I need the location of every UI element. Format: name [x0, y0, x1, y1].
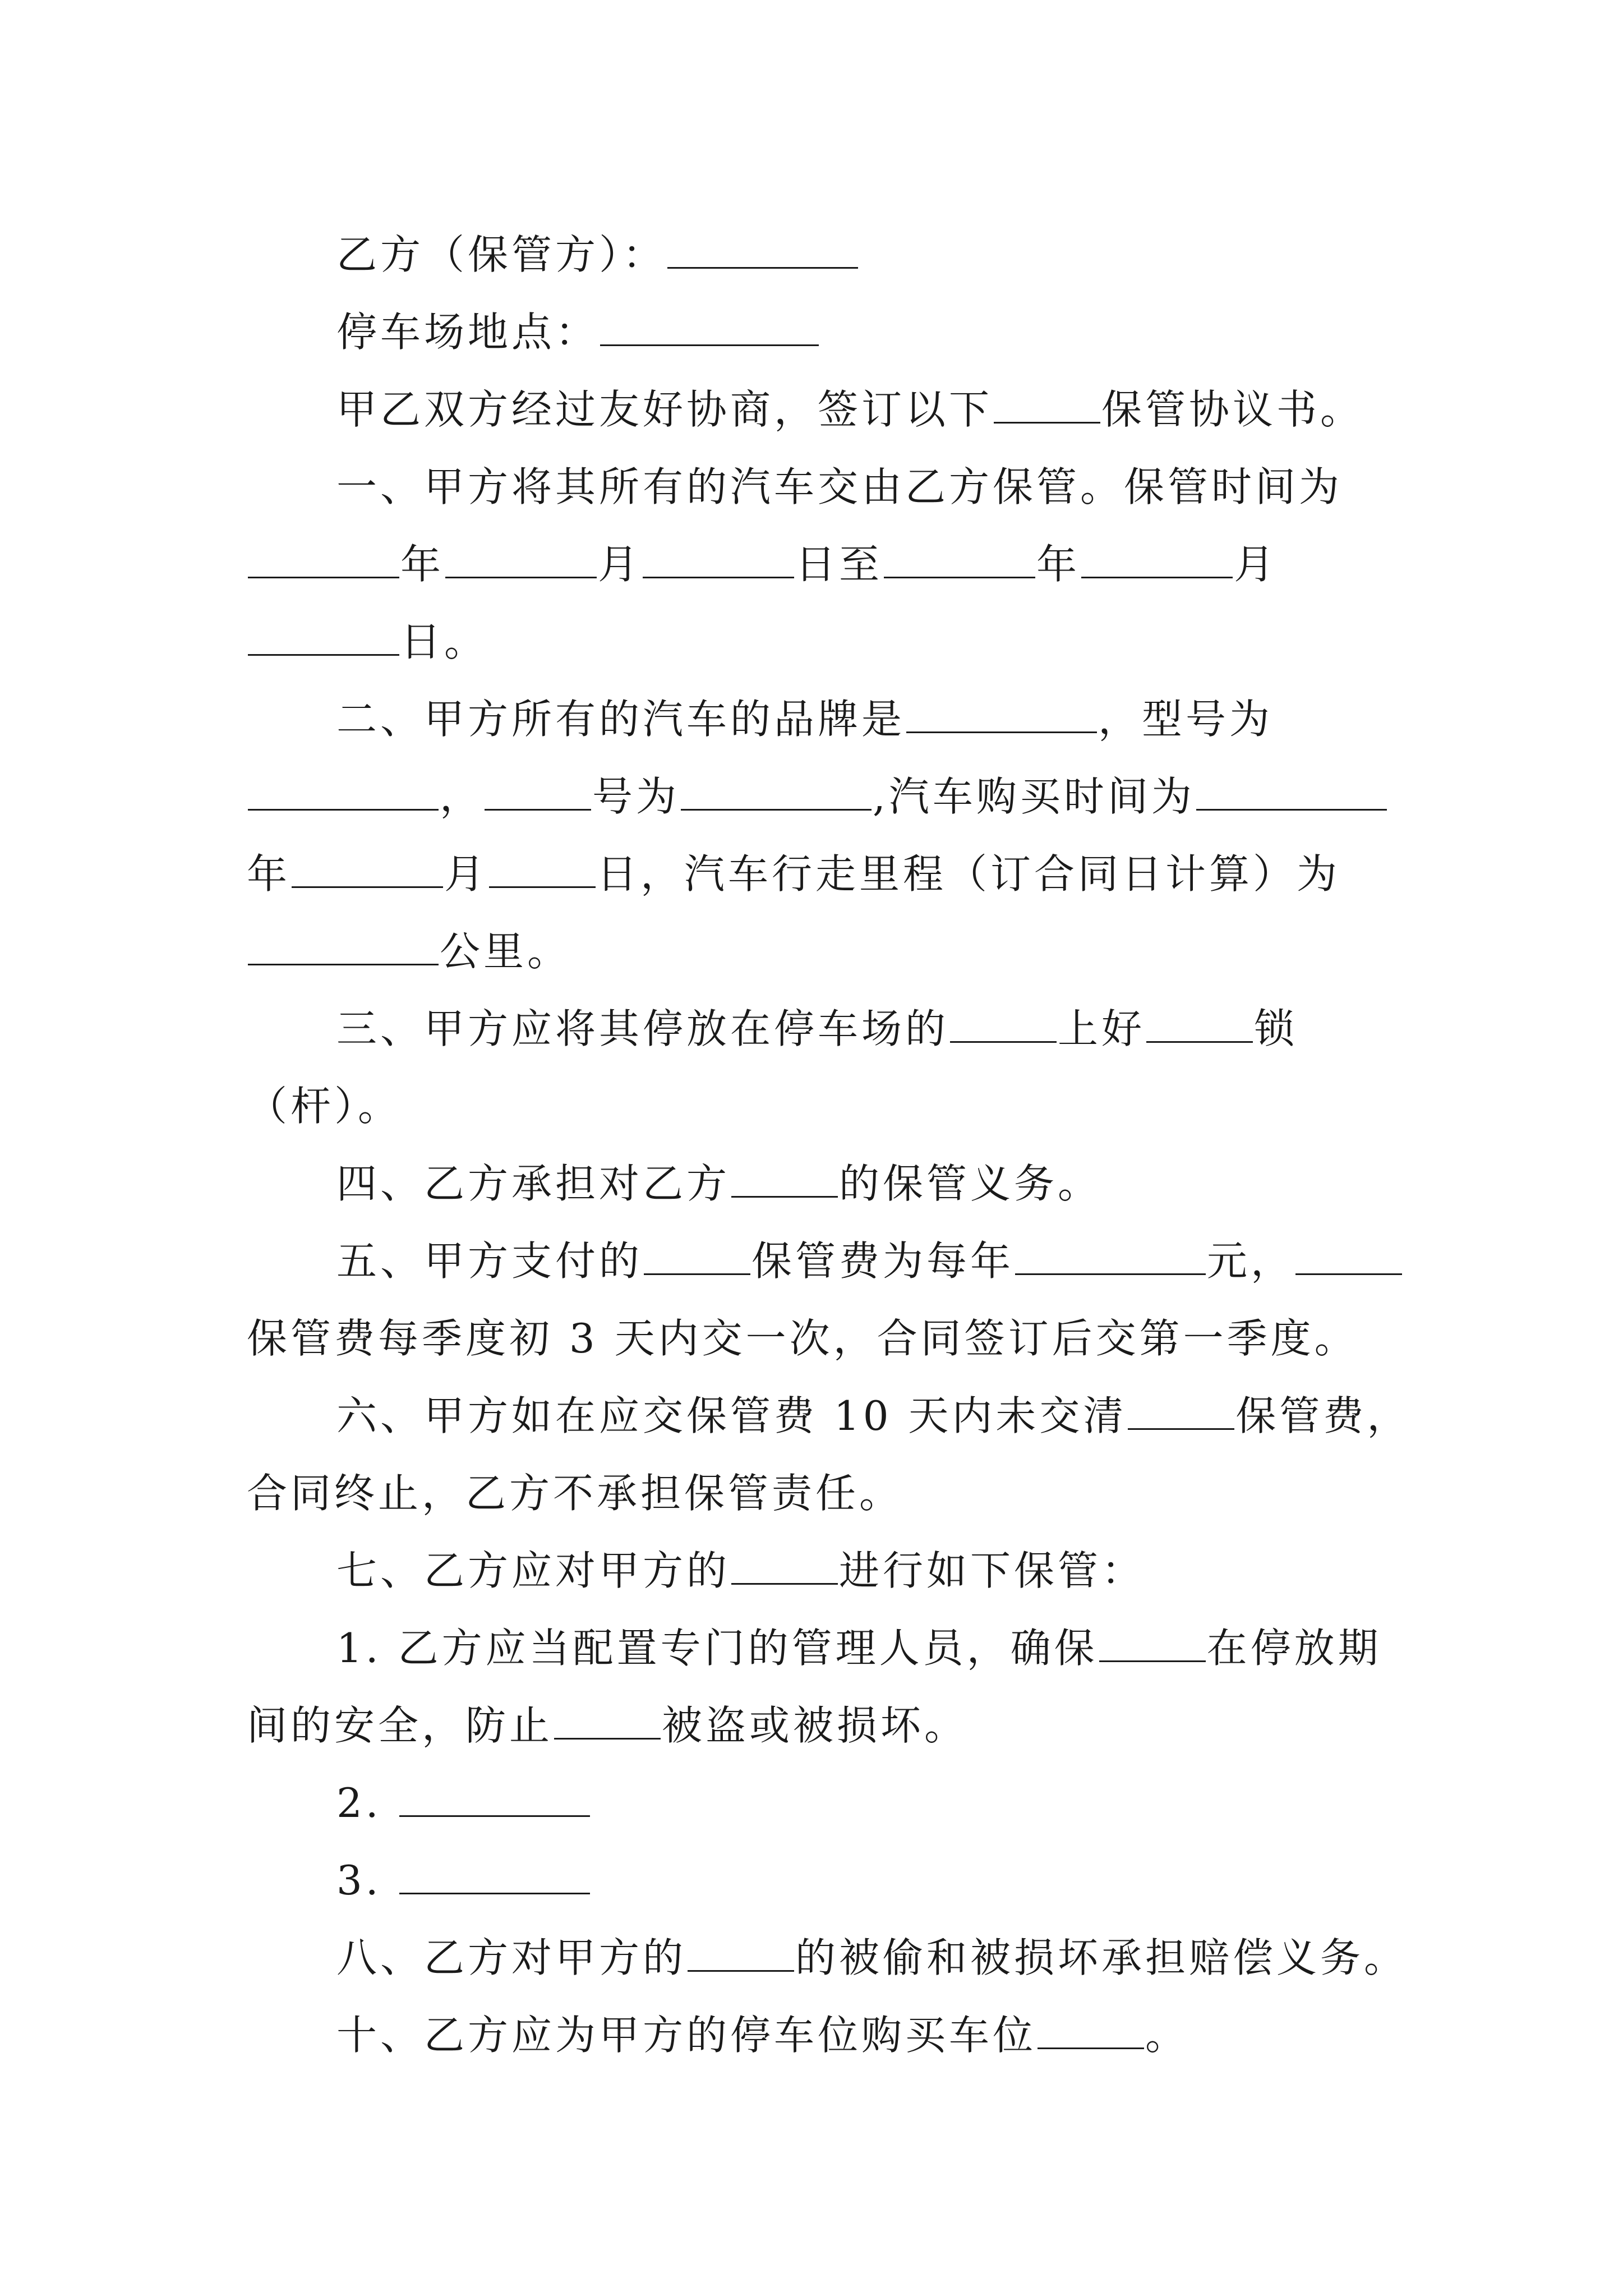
clause6-text-end: 保管费， [1235, 1392, 1411, 1439]
clause1-year1-blank[interactable] [248, 540, 399, 578]
clause5-text: 五、甲方支付的 [336, 1237, 643, 1285]
clause8-line [247, 1919, 1408, 1996]
clause4-text: 四、乙方承担对乙方 [336, 1160, 731, 1207]
clause6-text: 六、甲方如在应交保管费 10 天内未交清 [336, 1392, 1127, 1439]
clause10-text: 十、乙方应为甲方的停车位购买车位 [336, 2012, 1037, 2059]
clause7-item1-blank1[interactable] [1099, 1623, 1206, 1662]
party-b-line [247, 216, 1385, 293]
clause1-month1: 月 [598, 541, 642, 588]
clause3-line2 [247, 1068, 1385, 1145]
clause7-item1-line2-end: 被盗或被损坏。 [662, 1702, 969, 1749]
clause1-line3 [247, 603, 1385, 680]
clause2-number-type-blank[interactable] [485, 772, 591, 811]
clause2-line3 [247, 835, 1385, 913]
clause1-line1 [247, 448, 1385, 526]
clause10-text-end: 。 [1145, 2012, 1189, 2059]
clause2-mileage-label: 日，汽车行走里程（订合同日计算）为 [597, 850, 1341, 898]
clause2-km: 公里。 [440, 928, 571, 975]
clause6-line2 [247, 1455, 1385, 1532]
clause6-text-line2: 合同终止，乙方不承担保管责任。 [247, 1470, 903, 1517]
clause2-number-label: 号为 [592, 773, 680, 820]
clause2-model-blank[interactable] [248, 772, 439, 811]
clause2-day-blank[interactable] [489, 849, 596, 888]
clause7-item1-line2 [247, 1687, 1385, 1764]
clause4-blank[interactable] [731, 1159, 838, 1198]
clause1-year2: 年 [1036, 541, 1081, 588]
clause5-amount-blank[interactable] [1015, 1236, 1206, 1275]
clause1-year1: 年 [400, 541, 445, 588]
clause2-brand-label: 二、甲方所有的汽车的品牌是 [336, 696, 906, 743]
clause5-yuan: 元， [1207, 1237, 1295, 1285]
clause2-km-blank[interactable] [248, 927, 439, 965]
clause4-text-end: 的保管义务。 [839, 1160, 1102, 1207]
clause7-item1-text-end: 在停放期 [1206, 1625, 1382, 1672]
clause7-item1-blank2[interactable] [554, 1701, 661, 1740]
parking-location-blank[interactable] [600, 307, 819, 346]
clause2-purchase-blank[interactable] [1196, 772, 1387, 811]
clause2-line1 [247, 680, 1385, 758]
clause5-fee-label: 保管费为每年 [751, 1237, 1015, 1285]
clause3-lock-blank[interactable] [1146, 1004, 1253, 1043]
clause8-text: 八、乙方对甲方的 [336, 1934, 687, 1981]
clause8-blank[interactable] [688, 1933, 794, 1972]
clause1-month1-blank[interactable] [445, 540, 597, 578]
clause1-day-end: 日。 [400, 618, 488, 665]
clause2-month: 月 [444, 850, 488, 898]
party-b-blank[interactable] [667, 230, 858, 269]
intro-blank[interactable] [994, 385, 1100, 424]
clause7-item2-blank[interactable] [399, 1778, 590, 1817]
clause10-line [247, 1996, 1385, 2074]
clause10-blank[interactable] [1038, 2010, 1144, 2049]
clause7-blank[interactable] [731, 1546, 838, 1585]
clause7-item3-label: 3. [336, 1857, 382, 1904]
clause2-brand-blank[interactable] [906, 694, 1097, 733]
clause2-month-blank[interactable] [292, 849, 443, 888]
clause7-item1-text: 1. 乙方应当配置专门的管理人员，确保 [336, 1625, 1098, 1672]
intro-text: 甲乙双方经过友好协商，签订以下 [336, 386, 993, 433]
clause2-model-label: ，型号为 [1098, 696, 1274, 743]
clause3-lock-label: 上好 [1058, 1005, 1146, 1052]
clause2-line2 [247, 758, 1385, 835]
intro-text-end: 保管协议书。 [1101, 386, 1364, 433]
clause2-purchase-label: ,汽车购买时间为 [873, 773, 1195, 820]
clause2-line4 [247, 913, 1385, 990]
clause1-year2-blank[interactable] [884, 540, 1035, 578]
clause7-line [247, 1532, 1385, 1609]
clause1-day2-blank[interactable] [248, 617, 399, 656]
clause7-item2-line [247, 1764, 1385, 1842]
clause2-comma: ， [440, 773, 484, 820]
clause2-year: 年 [247, 850, 291, 898]
clause1-day1-blank[interactable] [643, 540, 794, 578]
clause5-blank1[interactable] [644, 1236, 750, 1275]
clause6-blank[interactable] [1128, 1391, 1234, 1430]
clause4-line [247, 1145, 1385, 1222]
parking-location-line [247, 293, 1385, 371]
clause7-text: 七、乙方应对甲方的 [336, 1547, 731, 1594]
clause1-month2-blank[interactable] [1081, 540, 1233, 578]
clause3-lock-end: 锁 [1254, 1005, 1298, 1052]
clause7-text-end: 进行如下保管： [839, 1547, 1146, 1594]
clause5-text-line2: 保管费每季度初 3 天内交一次，合同签订后交第一季度。 [247, 1315, 1358, 1362]
clause8-text-end: 的被偷和被损坏承担赔偿义务。 [795, 1934, 1408, 1981]
clause3-text: 三、甲方应将其停放在停车场的 [336, 1005, 949, 1052]
clause2-number-blank[interactable] [681, 772, 872, 811]
clause1-text: 一、甲方将其所有的汽车交由乙方保管。保管时间为 [336, 463, 1343, 510]
clause6-line1 [247, 1377, 1411, 1455]
clause5-line2 [247, 1300, 1385, 1377]
parking-location-label: 停车场地点： [336, 309, 600, 356]
clause5-blank2[interactable] [1295, 1236, 1402, 1275]
agreement-page [247, 216, 1411, 2074]
intro-line [247, 371, 1385, 448]
clause7-item2-label: 2. [336, 1779, 382, 1826]
clause7-item1-line2-text: 间的安全，防止 [247, 1702, 554, 1749]
clause7-item3-line [247, 1842, 1385, 1919]
clause3-line1 [247, 990, 1385, 1068]
clause3-location-blank[interactable] [950, 1004, 1057, 1043]
clause7-item3-blank[interactable] [399, 1856, 590, 1894]
clause1-month2: 月 [1234, 541, 1278, 588]
clause3-bar: （杆）。 [247, 1083, 402, 1130]
clause7-item1-line1 [247, 1609, 1385, 1687]
party-b-label: 乙方（保管方）： [336, 231, 667, 278]
clause1-day-to: 日至 [795, 541, 883, 588]
clause5-line1 [247, 1222, 1385, 1300]
clause1-line2 [247, 526, 1385, 603]
